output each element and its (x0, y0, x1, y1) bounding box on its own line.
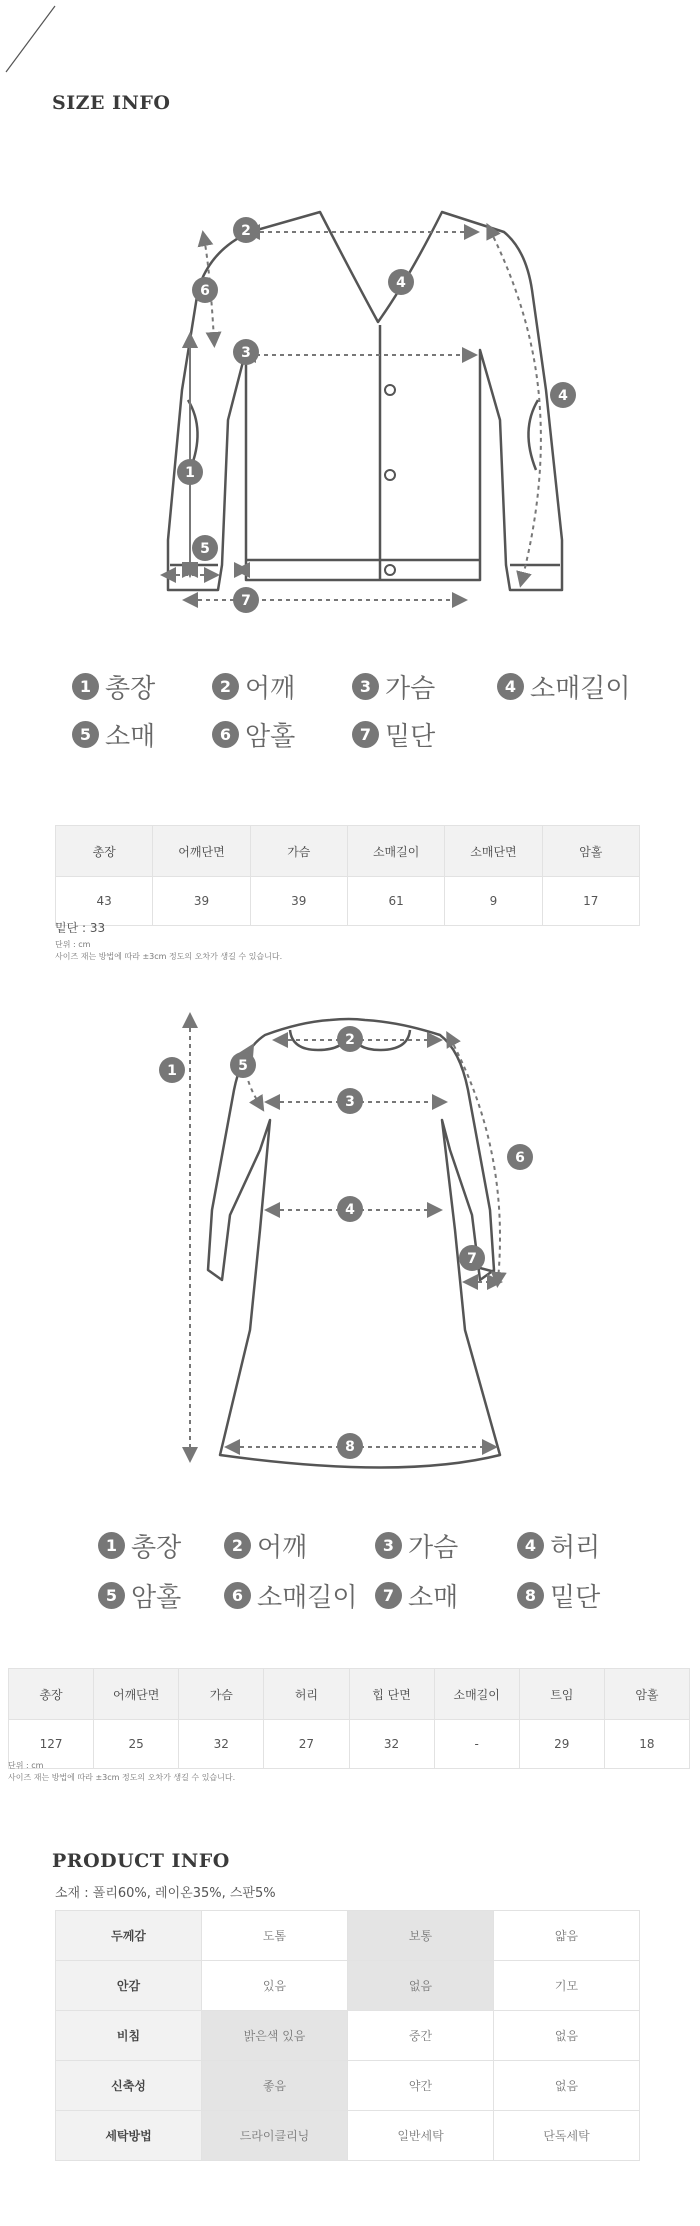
col-header: 가슴 (179, 1669, 264, 1720)
label: 2 (212, 673, 239, 700)
legend-item (497, 668, 630, 705)
corner-slash-decoration (0, 0, 60, 80)
label: 밝은색 있음 (202, 2011, 348, 2061)
col-header: 트임 (519, 1669, 604, 1720)
label: 6 (224, 1582, 251, 1609)
label: 도톰 (202, 1911, 348, 1961)
table-row (56, 2061, 640, 2111)
label: 6 (200, 283, 210, 299)
label: 6 (515, 1150, 525, 1166)
legend-item (72, 716, 155, 753)
label: 좋음 (202, 2061, 348, 2111)
label: 1 (72, 673, 99, 700)
legend-item (212, 668, 295, 705)
label: 총장 (131, 1533, 182, 1563)
cell: 17 (542, 877, 639, 926)
legend-item (352, 668, 435, 705)
size-info-title: SIZE INFO (52, 92, 171, 114)
disclaimer: 사이즈 재는 방법에 따라 ±3cm 정도의 오차가 생길 수 있습니다. (55, 952, 283, 961)
label: 4 (345, 1202, 355, 1218)
table-row (56, 1961, 640, 2011)
legend-item (352, 716, 435, 753)
col-header: 가슴 (250, 826, 347, 877)
label: 일반세탁 (348, 2111, 494, 2161)
label: 안감 (56, 1961, 202, 2011)
disclaimer: 사이즈 재는 방법에 따라 ±3cm 정도의 오차가 생길 수 있습니다. (8, 1773, 236, 1782)
legend-item (517, 1527, 600, 1564)
col-header: 어깨단면 (94, 1669, 179, 1720)
material-text: 소재 : 폴리60%, 레이온35%, 스판5% (55, 1886, 276, 1901)
label: 2 (345, 1032, 355, 1048)
label: 5 (238, 1058, 248, 1074)
label: 총장 (105, 674, 156, 704)
label: 암홀 (131, 1583, 182, 1613)
cell: 127 (9, 1720, 94, 1769)
label: 신축성 (56, 2061, 202, 2111)
label: 보통 (348, 1911, 494, 1961)
label: 4 (497, 673, 524, 700)
legend-item (517, 1577, 600, 1614)
label: 5 (72, 721, 99, 748)
label: 소매길이 (530, 674, 631, 704)
label: 4 (396, 275, 406, 291)
table-row (56, 1911, 640, 1961)
label: 없음 (348, 1961, 494, 2011)
jacket-left-markers (190, 260, 220, 580)
legend-item (212, 716, 295, 753)
label: 2 (224, 1532, 251, 1559)
label: 7 (467, 1251, 477, 1267)
jacket-marker-4-side (548, 380, 578, 410)
dress-markers (150, 1010, 560, 1480)
label: 없음 (494, 2061, 640, 2111)
cell: 29 (519, 1720, 604, 1769)
jacket-size-table (55, 825, 640, 926)
legend-item (375, 1527, 458, 1564)
label: 중간 (348, 2011, 494, 2061)
label: 5 (98, 1582, 125, 1609)
cell: 39 (250, 877, 347, 926)
label: 소매길이 (257, 1583, 358, 1613)
label: 3 (375, 1532, 402, 1559)
col-header: 소매길이 (347, 826, 444, 877)
cell: 25 (94, 1720, 179, 1769)
label: 있음 (202, 1961, 348, 2011)
label: 8 (517, 1582, 544, 1609)
label: 두께감 (56, 1911, 202, 1961)
label: 7 (241, 593, 251, 609)
label: 어깨 (245, 674, 296, 704)
label: 허리 (550, 1533, 601, 1563)
label: 약간 (348, 2061, 494, 2111)
col-header: 힙 단면 (349, 1669, 434, 1720)
col-header: 소매길이 (434, 1669, 519, 1720)
label: 가슴 (385, 674, 436, 704)
unit-note: 단위 : cm (55, 940, 91, 949)
label: 없음 (494, 2011, 640, 2061)
label: 암홀 (245, 722, 296, 752)
label: 기모 (494, 1961, 640, 2011)
label: 4 (558, 388, 568, 404)
cell: 43 (56, 877, 153, 926)
unit-note: 단위 : cm (8, 1761, 44, 1770)
label: 3 (345, 1094, 355, 1110)
legend-item (98, 1577, 181, 1614)
cell: - (434, 1720, 519, 1769)
label: 3 (352, 673, 379, 700)
label: 1 (185, 465, 195, 481)
label: 5 (200, 541, 210, 557)
label: 얇음 (494, 1911, 640, 1961)
col-header: 총장 (56, 826, 153, 877)
label: 밑단 (550, 1583, 601, 1613)
label: 단독세탁 (494, 2111, 640, 2161)
label: 세탁방법 (56, 2111, 202, 2161)
label: 밑단 (385, 722, 436, 752)
label: 소매 (408, 1583, 459, 1613)
label: 3 (241, 345, 251, 361)
label: 7 (352, 721, 379, 748)
label: 어깨 (257, 1533, 308, 1563)
dress-size-table (8, 1668, 690, 1769)
table-row (56, 2011, 640, 2061)
col-header: 암홀 (604, 1669, 689, 1720)
label: 비침 (56, 2011, 202, 2061)
label: 1 (167, 1063, 177, 1079)
legend-item (224, 1527, 307, 1564)
cell: 32 (349, 1720, 434, 1769)
col-header: 허리 (264, 1669, 349, 1720)
legend-item (98, 1527, 181, 1564)
label: 4 (517, 1532, 544, 1559)
col-header: 암홀 (542, 826, 639, 877)
hem-note: 밑단 : 33 (55, 921, 106, 935)
legend-item (375, 1577, 458, 1614)
label: 드라이클리닝 (202, 2111, 348, 2161)
cell: 32 (179, 1720, 264, 1769)
col-header: 소매단면 (445, 826, 542, 877)
label: 2 (241, 223, 251, 239)
cell: 18 (604, 1720, 689, 1769)
label: 가슴 (408, 1533, 459, 1563)
cell: 9 (445, 877, 542, 926)
label: 6 (212, 721, 239, 748)
label: 1 (98, 1532, 125, 1559)
label: 소매 (105, 722, 156, 752)
label: 7 (375, 1582, 402, 1609)
label: 8 (345, 1439, 355, 1455)
table-row (56, 2111, 640, 2161)
product-info-table (55, 1910, 640, 2161)
product-info-title: PRODUCT INFO (52, 1850, 230, 1872)
cell: 61 (347, 877, 444, 926)
cell: 27 (264, 1720, 349, 1769)
col-header: 총장 (9, 1669, 94, 1720)
legend-item (72, 668, 155, 705)
legend-item (224, 1577, 357, 1614)
cell: 39 (153, 877, 250, 926)
col-header: 어깨단면 (153, 826, 250, 877)
